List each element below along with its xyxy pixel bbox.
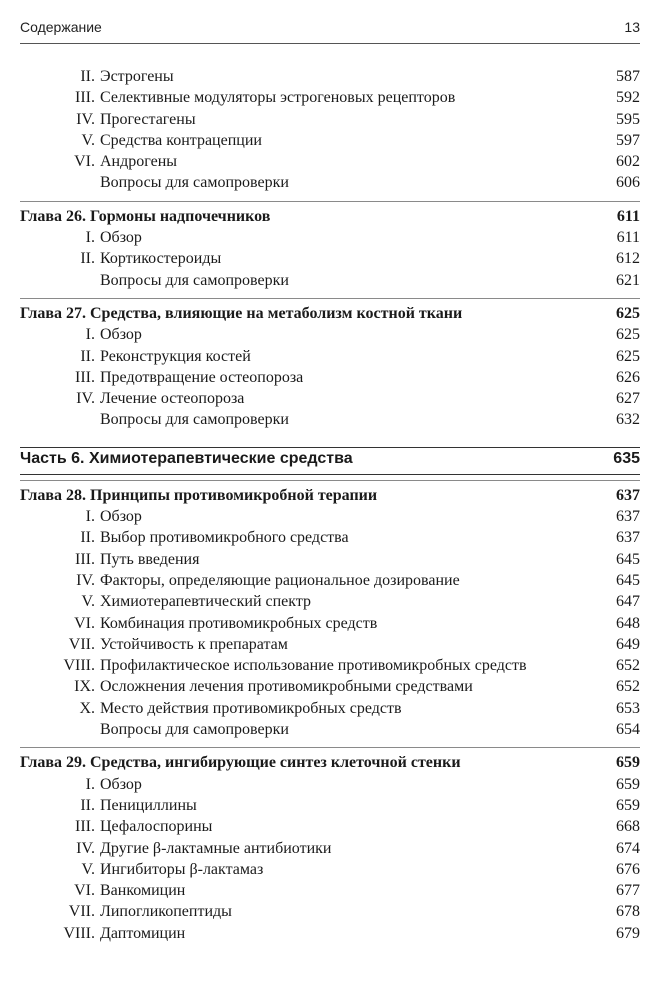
toc-entry-number: IV. (76, 571, 95, 589)
toc-entry-title: Прогестагены (100, 110, 196, 128)
toc-entry-page: 637 (616, 529, 640, 547)
toc-entry[interactable] (20, 109, 640, 130)
toc-entry-number: V. (81, 593, 95, 611)
toc-entry-title: Вопросы для самопроверки (100, 411, 289, 429)
toc-entry[interactable] (20, 719, 640, 740)
toc-entry[interactable] (20, 634, 640, 655)
toc-entry-number: VII. (68, 635, 95, 653)
toc-entry-number: I. (85, 326, 95, 344)
chapter-28-heading[interactable] (20, 485, 640, 506)
toc-entry-page: 648 (616, 614, 640, 632)
table-of-contents (20, 66, 640, 944)
toc-entry-number: V. (81, 131, 95, 149)
toc-entry-number: II. (80, 529, 95, 547)
toc-entry-number: VIII. (63, 924, 95, 942)
toc-entry-page: 652 (616, 657, 640, 675)
toc-entry-title: Обзор (100, 229, 142, 247)
chapter-27-title: Глава 27. Средства, влияющие на метаболизм костной ткани (20, 304, 463, 322)
toc-entry[interactable] (20, 901, 640, 922)
toc-entry[interactable] (20, 923, 640, 944)
toc-entry[interactable] (20, 227, 640, 248)
toc-entry[interactable] (20, 859, 640, 880)
toc-entry-page: 637 (616, 508, 640, 526)
chapter-26-items (20, 227, 640, 291)
toc-entry[interactable] (20, 130, 640, 151)
chapter-29-items (20, 774, 640, 944)
toc-entry-title: Пенициллины (100, 796, 197, 814)
toc-entry[interactable] (20, 270, 640, 291)
part-6-page: 635 (613, 449, 640, 467)
chapter-29-heading[interactable] (20, 752, 640, 773)
toc-entry-number: V. (81, 860, 95, 878)
toc-entry[interactable] (20, 151, 640, 172)
toc-entry[interactable] (20, 570, 640, 591)
toc-entry[interactable] (20, 87, 640, 108)
toc-entry[interactable] (20, 655, 640, 676)
toc-entry-title: Обзор (100, 775, 142, 793)
header-section-title: Содержание (20, 19, 102, 35)
chapter-29-title: Глава 29. Средства, ингибирующие синтез клеточной стенки (20, 754, 461, 772)
toc-entry-number: II. (80, 250, 95, 268)
toc-entry-page: 597 (616, 131, 640, 149)
toc-entry[interactable] (20, 549, 640, 570)
chapter-separator (20, 201, 640, 202)
part-6-heading[interactable] (20, 448, 640, 472)
toc-entry-number: II. (80, 796, 95, 814)
toc-entry-page: 621 (616, 271, 640, 289)
toc-entry-number: VII. (68, 903, 95, 921)
toc-entry-number: IX. (74, 678, 95, 696)
toc-entry-page: 674 (616, 839, 640, 857)
toc-entry-number: II. (80, 68, 95, 85)
toc-entry-page: 679 (616, 924, 640, 942)
toc-entry-title: Селективные модуляторы эстрогеновых рецепторов (100, 89, 456, 107)
toc-entry-title: Липогликопептиды (100, 903, 232, 921)
toc-entry-number: III. (75, 550, 95, 568)
chapter-separator (20, 298, 640, 299)
toc-entry-number: VI. (74, 882, 95, 900)
toc-entry-title: Обзор (100, 508, 142, 526)
toc-entry-title: Осложнения лечения противомикробными средствами (100, 678, 473, 696)
toc-entry-title: Ванкомицин (100, 882, 186, 900)
toc-entry-number: IV. (76, 110, 95, 128)
toc-entry-title: Кортикостероиды (100, 250, 222, 268)
toc-entry-page: 587 (616, 68, 640, 85)
toc-entry-page: 654 (616, 721, 640, 739)
toc-entry-page: 677 (616, 882, 640, 900)
toc-entry-title: Предотвращение остеопороза (100, 368, 304, 386)
toc-block-chapter25-continued (20, 66, 640, 194)
toc-entry-page: 652 (616, 678, 640, 696)
toc-entry-number: X. (79, 699, 95, 717)
toc-entry-page: 632 (616, 411, 640, 429)
toc-entry[interactable] (20, 698, 640, 719)
toc-entry-page: 653 (616, 699, 640, 717)
toc-entry[interactable] (20, 591, 640, 612)
chapter-27-items (20, 324, 640, 430)
part-6-title: Часть 6. Химиотерапевтические средства (20, 449, 353, 467)
toc-entry-page: 606 (616, 174, 640, 192)
toc-entry-number: I. (85, 775, 95, 793)
toc-entry-page: 649 (616, 635, 640, 653)
toc-entry-page: 645 (616, 550, 640, 568)
header-page-number: 13 (624, 19, 640, 35)
toc-entry-number: III. (75, 818, 95, 836)
toc-entry-page: 647 (616, 593, 640, 611)
toc-entry[interactable] (20, 816, 640, 837)
toc-entry-page: 627 (616, 390, 640, 408)
chapter-27-page: 625 (616, 304, 640, 322)
toc-entry-title: Выбор противомикробного средства (100, 529, 349, 547)
toc-entry-title: Вопросы для самопроверки (100, 721, 289, 739)
toc-entry-title: Вопросы для самопроверки (100, 271, 289, 289)
toc-entry-page: 659 (616, 796, 640, 814)
toc-entry-number: III. (75, 89, 95, 107)
toc-entry-number: IV. (76, 390, 95, 408)
part-6-block (20, 447, 640, 475)
toc-entry-number: IV. (76, 839, 95, 857)
chapter-28-page: 637 (616, 486, 640, 504)
chapter-28-items (20, 506, 640, 740)
toc-entry-title: Цефалоспорины (100, 818, 213, 836)
toc-entry[interactable] (20, 613, 640, 634)
toc-entry-number: III. (75, 368, 95, 386)
header-rule (20, 43, 640, 44)
toc-entry-title: Путь введения (100, 550, 200, 568)
toc-entry[interactable] (20, 388, 640, 409)
toc-entry-page: 595 (616, 110, 640, 128)
toc-entry-page: 625 (616, 347, 640, 365)
toc-entry-title: Средства контрацепции (100, 131, 262, 149)
toc-entry-title: Эстрогены (100, 68, 174, 85)
toc-entry-number: VI. (74, 614, 95, 632)
chapter-29-page: 659 (616, 754, 640, 772)
toc-entry[interactable] (20, 676, 640, 697)
toc-entry[interactable] (20, 527, 640, 548)
chapter-26-heading[interactable] (20, 206, 640, 227)
toc-entry-page: 626 (616, 368, 640, 386)
toc-entry-title: Реконструкция костей (100, 347, 251, 365)
toc-entry-page: 676 (616, 860, 640, 878)
toc-entry-page: 625 (616, 326, 640, 344)
toc-entry[interactable] (20, 324, 640, 345)
toc-entry-page: 611 (616, 229, 640, 247)
toc-entry[interactable] (20, 880, 640, 901)
chapter-26-page: 611 (616, 207, 640, 225)
toc-entry-title: Даптомицин (100, 924, 186, 942)
toc-entry-page: 612 (616, 250, 640, 268)
toc-entry-number: I. (85, 229, 95, 247)
running-header (20, 19, 640, 39)
toc-entry-title: Ингибиторы β-лактамаз (100, 860, 264, 878)
toc-entry-title: Профилактическое использование противомикробных средств (100, 657, 527, 675)
chapter-28-title: Глава 28. Принципы противомикробной терапии (20, 486, 378, 504)
toc-entry[interactable] (20, 774, 640, 795)
toc-entry[interactable] (20, 795, 640, 816)
chapter-26-title: Глава 26. Гормоны надпочечников (20, 207, 271, 225)
toc-entry-title: Устойчивость к препаратам (100, 635, 288, 653)
toc-entry[interactable] (20, 367, 640, 388)
toc-entry-page: 645 (616, 571, 640, 589)
toc-entry-title: Другие β-лактамные антибиотики (100, 839, 332, 857)
part-rule-bottom (20, 474, 640, 475)
toc-entry-title: Вопросы для самопроверки (100, 174, 289, 192)
toc-entry-page: 678 (616, 903, 640, 921)
toc-entry-page: 668 (616, 818, 640, 836)
toc-entry-title: Место действия противомикробных средств (100, 699, 402, 717)
toc-entry-number: II. (80, 347, 95, 365)
toc-entry-number: VI. (74, 153, 95, 171)
toc-entry-page: 602 (616, 153, 640, 171)
toc-entry[interactable] (20, 838, 640, 859)
toc-entry[interactable] (20, 66, 640, 87)
toc-entry-page: 592 (616, 89, 640, 107)
toc-entry-number: I. (85, 508, 95, 526)
toc-entry-page: 659 (616, 775, 640, 793)
toc-entry-title: Обзор (100, 326, 142, 344)
toc-entry-number: VIII. (63, 657, 95, 675)
toc-entry-title: Химиотерапевтический спектр (100, 593, 312, 611)
toc-entry-title: Комбинация противомикробных средств (100, 614, 378, 632)
chapter-separator (20, 747, 640, 748)
toc-entry-title: Андрогены (100, 153, 178, 171)
toc-entry[interactable] (20, 506, 640, 527)
toc-entry-title: Лечение остеопороза (100, 390, 245, 408)
toc-entry[interactable] (20, 248, 640, 269)
toc-entry[interactable] (20, 172, 640, 193)
chapter-27-heading[interactable] (20, 303, 640, 324)
toc-entry-title: Факторы, определяющие рациональное дозирование (100, 571, 460, 589)
chapter-separator (20, 480, 640, 481)
toc-entry[interactable] (20, 409, 640, 430)
toc-entry[interactable] (20, 346, 640, 367)
